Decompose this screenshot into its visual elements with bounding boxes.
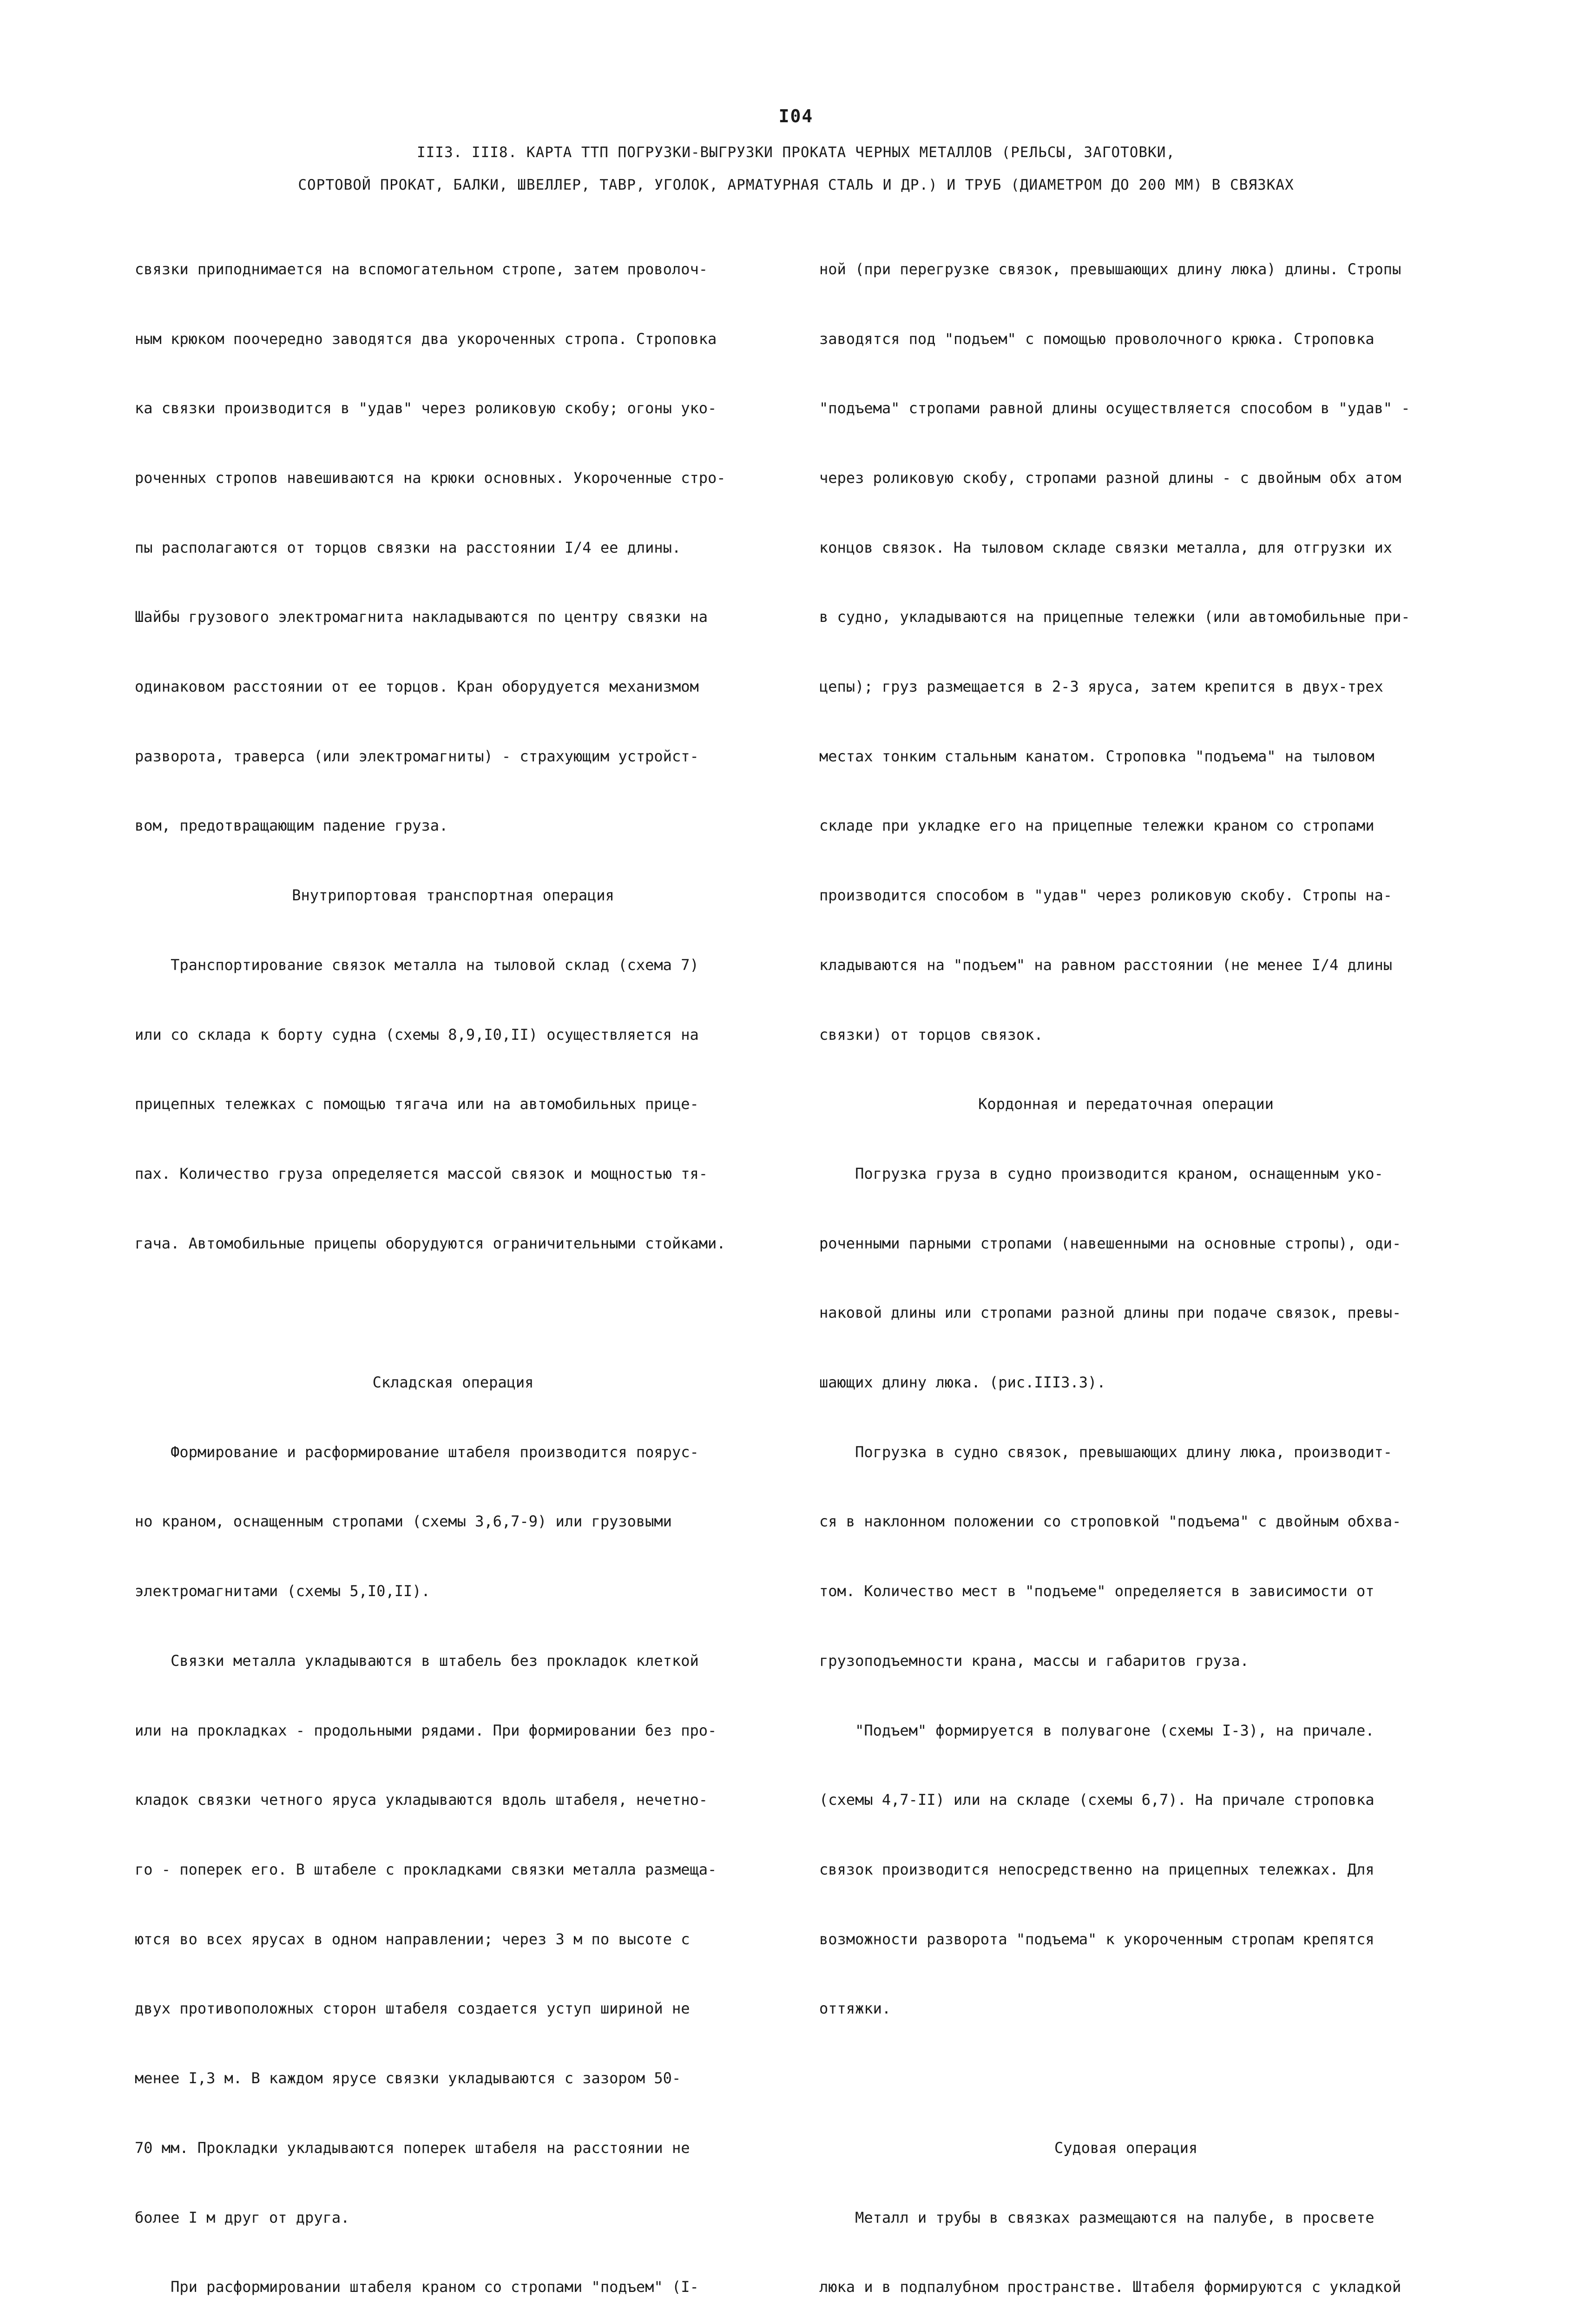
text-line: или на прокладках - продольными рядами. При формировании без про- (135, 1721, 717, 1739)
text-line: го - поперек его. В штабеле с прокладками связки металла размеща- (135, 1860, 717, 1878)
section-heading-transport: Внутрипортовая транспортная операция (292, 886, 614, 905)
blank-line (135, 1301, 771, 1325)
text-line: гача. Автомобильные прицепы оборудуются ограничительными стойками. (135, 1234, 726, 1252)
text-line: концов связок. На тыловом складе связки металла, для отгрузки их (819, 538, 1392, 556)
document-title-line-1: III3. III8. КАРТА ТТП ПОГРУЗКИ-ВЫГРУЗКИ ПРОКАТА ЧЕРНЫХ МЕТАЛЛОВ (РЕЛЬСЫ, ЗАГОТОВКИ, (416, 144, 1176, 161)
text-line: через роликовую скобу, стропами разной длины - с двойным обх атом (819, 469, 1401, 487)
blank-line (819, 2067, 1433, 2090)
text-line: Металл и трубы в связках размещаются на палубе, в просвете (819, 2208, 1375, 2226)
text-line: роченных стропов навешиваются на крюки основных. Укороченные стро- (135, 469, 726, 487)
text-line: менее I,3 м. В каждом ярусе связки укладываются с зазором 50- (135, 2069, 681, 2087)
section-heading-quay: Кордонная и передаточная операции (978, 1095, 1274, 1113)
text-line: шающих длину люка. (рис.III3.3). (819, 1373, 1106, 1392)
text-line: Связки металла укладываются в штабель без прокладок клеткой (135, 1651, 699, 1670)
left-text-column (135, 211, 771, 2324)
text-line: оттяжки. (819, 2000, 891, 2018)
text-line: прицепных тележках с помощью тягача или на автомобильных прице- (135, 1095, 699, 1113)
text-line: люка и в подпалубном пространстве. Штабеля формируются с укладкой (819, 2278, 1401, 2296)
right-text-column (819, 211, 1433, 2324)
text-line: 70 мм. Прокладки укладываются поперек штабеля на расстоянии не (135, 2139, 690, 2157)
text-line: или со склада к борту судна (схемы 8,9,I0,II) осуществляется на (135, 1025, 699, 1043)
text-line: складе при укладке его на прицепные тележки краном со стропами (819, 817, 1375, 835)
text-line: том. Количество мест в "подъеме" определяется в зависимости от (819, 1582, 1375, 1600)
text-line: Шайбы грузового электромагнита накладываются по центру связки на (135, 608, 708, 626)
text-line: цепы); груз размещается в 2-3 яруса, затем крепится в двух-трех (819, 678, 1383, 696)
text-line: пах. Количество груза определяется массой связок и мощностью тя- (135, 1164, 708, 1182)
text-line: ся в наклонном положении со строповкой "подъема" с двойным обхва- (819, 1512, 1401, 1531)
text-line: кладываются на "подъем" на равном расстоянии (не менее I/4 длины (819, 956, 1392, 974)
text-line: Формирование и расформирование штабеля производится поярус- (135, 1443, 699, 1461)
page-number: I04 (778, 106, 814, 126)
text-line: пы располагаются от торцов связки на расстоянии I/4 ее длины. (135, 538, 681, 556)
text-line: Погрузка груза в судно производится краном, оснащенным уко- (819, 1164, 1383, 1182)
text-line: "Подъем" формируется в полувагоне (схемы I-3), на причале. (819, 1721, 1375, 1739)
text-line: роченными парными стропами (навешенными на основные стропы), оди- (819, 1234, 1401, 1252)
text-line: в судно, укладываются на прицепные тележки (или автомобильные при- (819, 608, 1410, 626)
text-line: двух противоположных сторон штабеля создается уступ шириной не (135, 2000, 690, 2018)
text-line: При расформировании штабеля краном со стропами "подъем" (I- (135, 2278, 699, 2296)
text-line: разворота, траверса (или электромагниты) - страхующим устройст- (135, 747, 699, 765)
text-line: связок производится непосредственно на прицепных тележках. Для (819, 1860, 1375, 1878)
text-line: электромагнитами (схемы 5,I0,II). (135, 1582, 430, 1600)
text-line: наковой длины или стропами разной длины при подаче связок, превы- (819, 1304, 1401, 1322)
text-line: но краном, оснащенным стропами (схемы 3,6,7-9) или грузовыми (135, 1512, 672, 1531)
text-line: заводятся под "подъем" с помощью проволочного крюка. Строповка (819, 330, 1375, 348)
text-line: связки) от торцов связок. (819, 1025, 1043, 1043)
text-line: ным крюком поочередно заводятся два укороченных стропа. Строповка (135, 330, 717, 348)
text-line: одинаковом расстоянии от ее торцов. Кран оборудуется механизмом (135, 678, 699, 696)
text-line: более I м друг от друга. (135, 2208, 350, 2226)
text-line: грузоподъемности крана, массы и габаритов груза. (819, 1651, 1249, 1670)
section-heading-warehouse: Складская операция (372, 1373, 534, 1392)
text-line: Транспортирование связок металла на тыловой склад (схема 7) (135, 956, 699, 974)
text-line: ются во всех ярусах в одном направлении; через 3 м по высоте с (135, 1930, 690, 1948)
text-line: местах тонким стальным канатом. Строповка "подъема" на тыловом (819, 747, 1375, 765)
text-line: ной (при перегрузке связок, превышающих длину люка) длины. Стропы (819, 260, 1401, 278)
text-line: ка связки производится в "удав" через роликовую скобу; огоны уко- (135, 399, 717, 417)
text-line: вом, предотвращающим падение груза. (135, 817, 448, 835)
text-line: возможности разворота "подъема" к укороченным стропам крепятся (819, 1930, 1375, 1948)
section-heading-ship: Судовая операция (1054, 2139, 1198, 2157)
text-line: "подъема" стропами равной длины осуществляется способом в "удав" - (819, 399, 1410, 417)
text-line: связки приподнимается на вспомогательном стропе, затем проволоч- (135, 260, 708, 278)
text-line: производится способом в "удав" через роликовую скобу. Стропы на- (819, 886, 1392, 905)
text-line: Погрузка в судно связок, превышающих длину люка, производит- (819, 1443, 1392, 1461)
text-line: кладок связки четного яруса укладываются вдоль штабеля, нечетно- (135, 1791, 708, 1809)
text-line: (схемы 4,7-II) или на складе (схемы 6,7). На причале строповка (819, 1791, 1375, 1809)
document-title-line-2: СОРТОВОЙ ПРОКАТ, БАЛКИ, ШВЕЛЛЕР, ТАВР, УГОЛОК, АРМАТУРНАЯ СТАЛЬ И ДР.) И ТРУБ (ДИАМЕТРОМ ДО 200 ММ) В СВЯЗКАХ (298, 177, 1294, 193)
